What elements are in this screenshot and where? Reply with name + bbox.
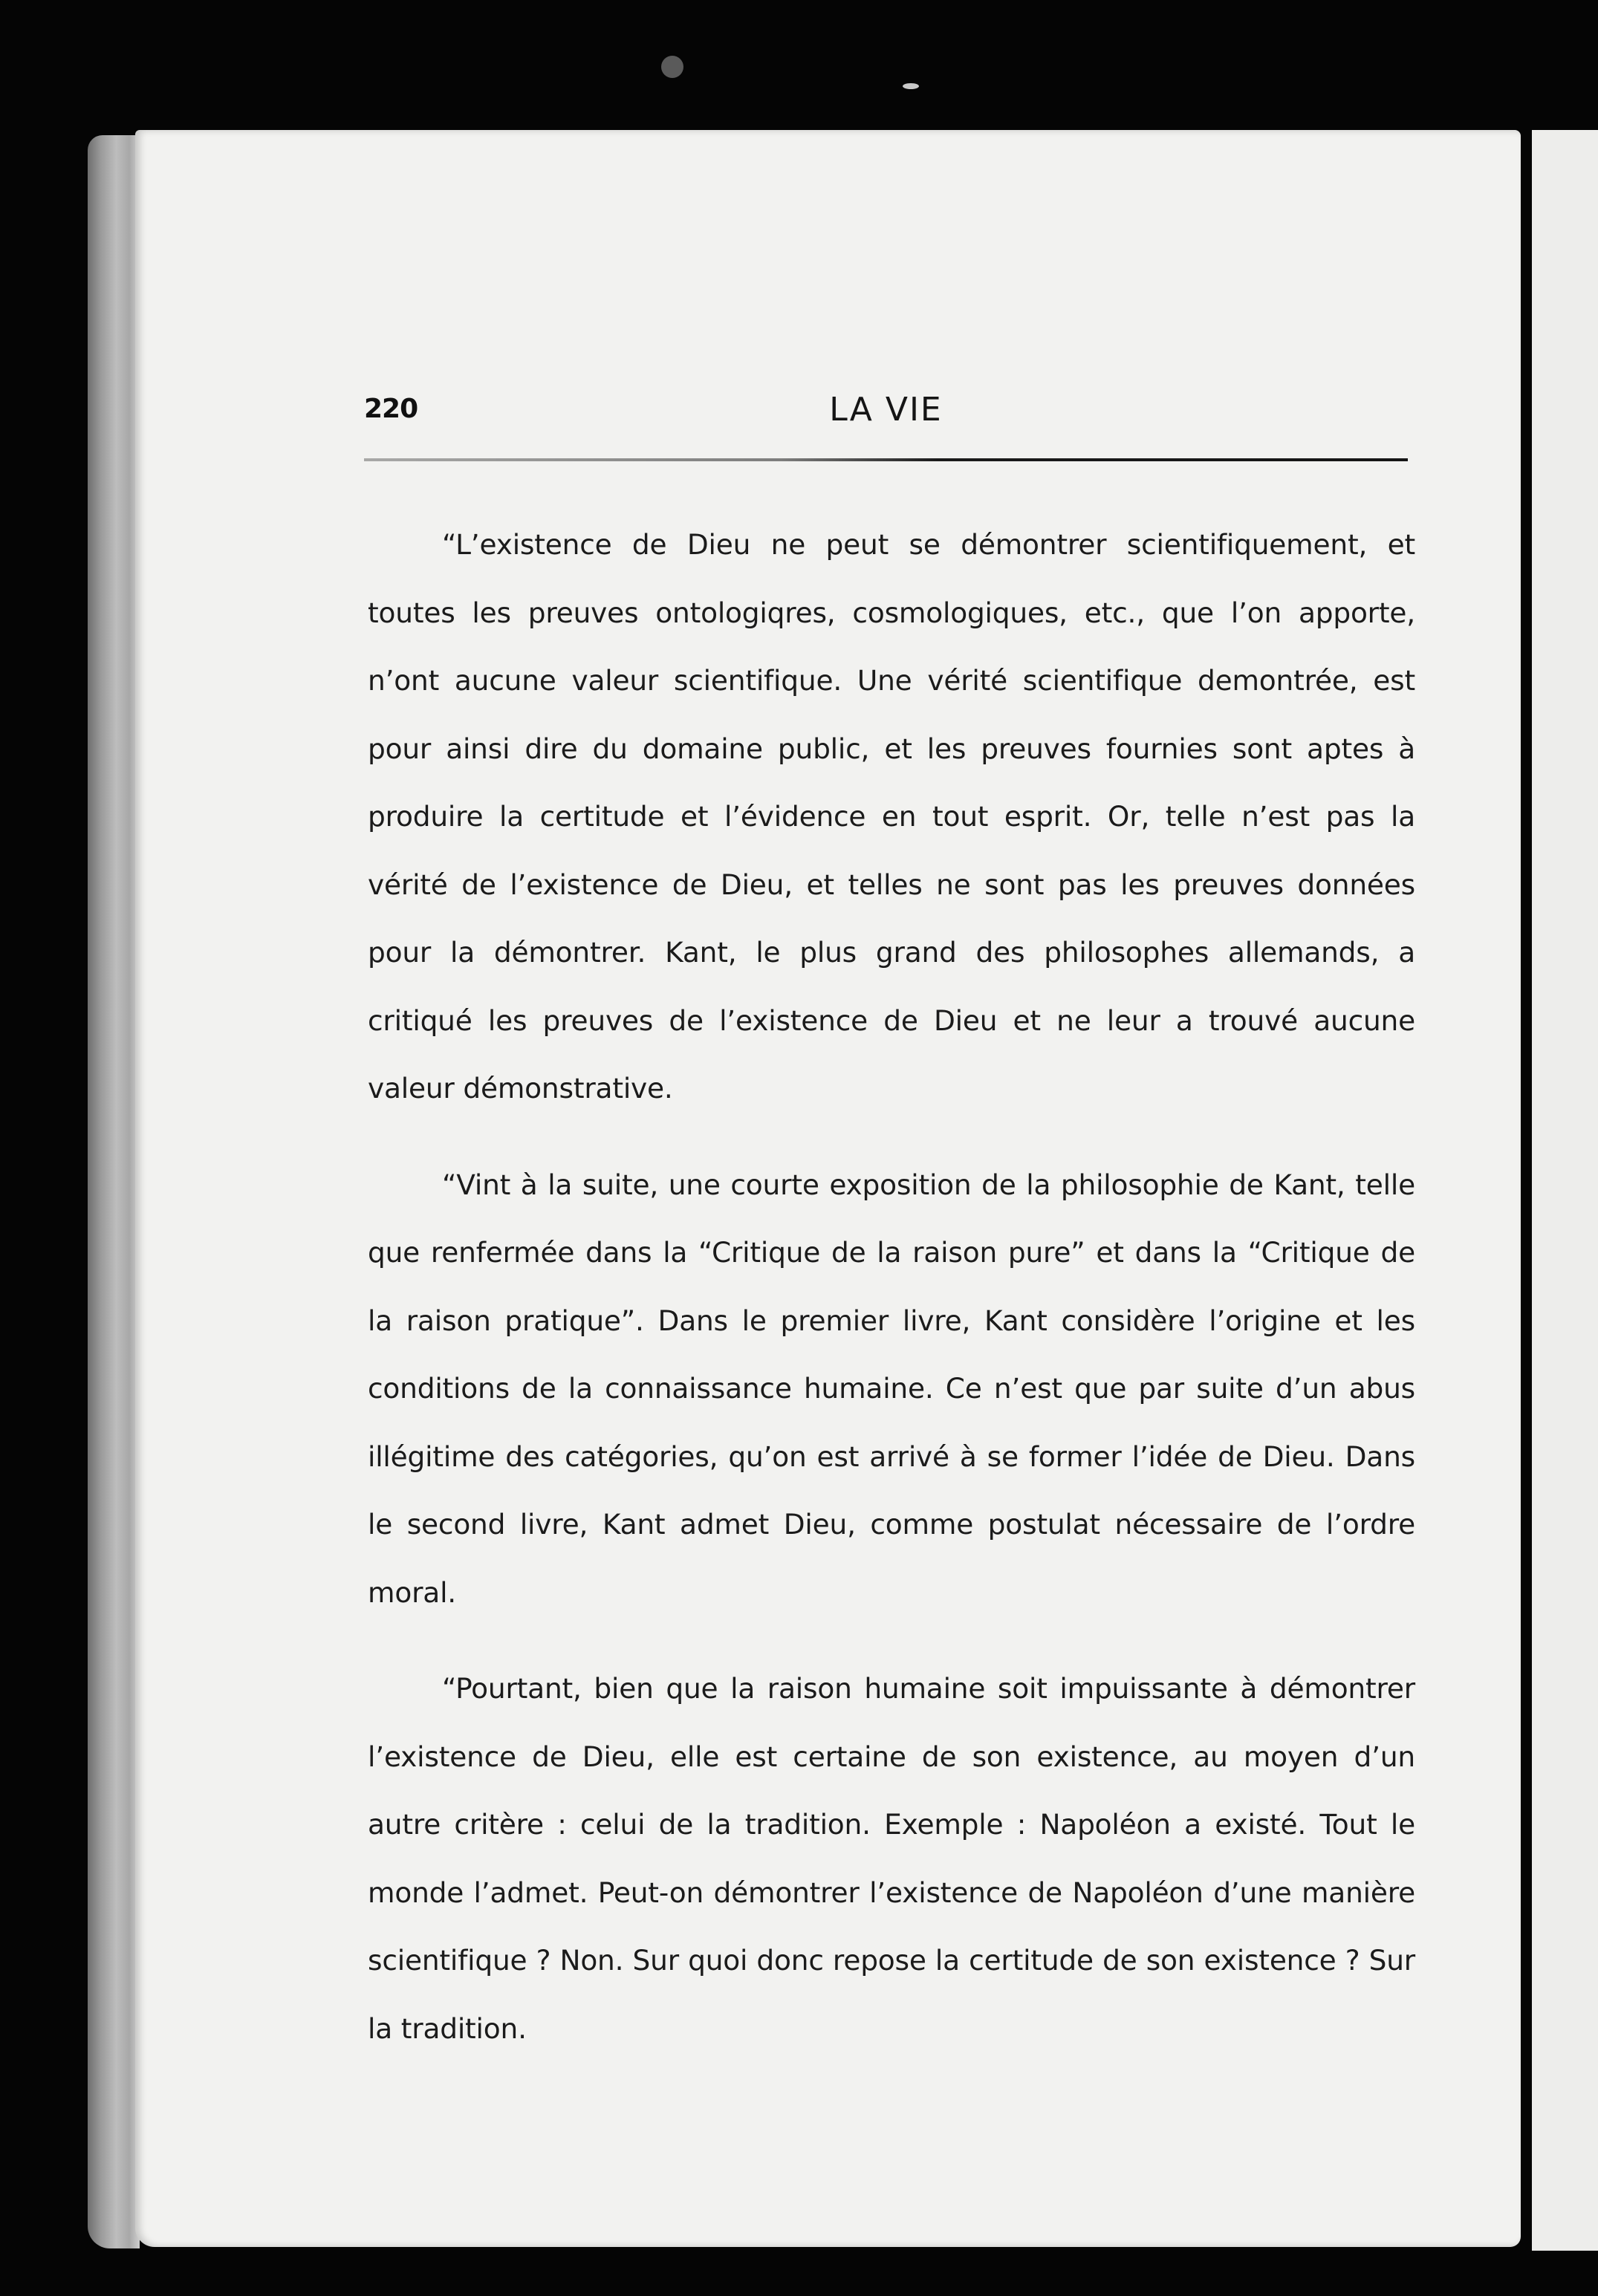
header-rule (364, 458, 1408, 461)
dust-speck (903, 83, 919, 89)
body-text (368, 511, 1415, 2091)
paragraph: “L’existence de Dieu ne peut se démontrer scientifiquement, et toutes les preuves ontologiqres, cosmologiques, etc., que l’on apporte, n’ont aucune valeur scientifique. Une vérité scientifique demontrée, est pour ainsi dire du domaine public, et les preuves fournies sont aptes à produire la certitude et l’évidence en tout esprit. Or, telle n’est pas la vérité de l’existence de Dieu, et telles ne sont pas les preuves données pour la démontrer. Kant, le plus grand des philosophes allemands, a critiqué les preuves de l’existence de Dieu et ne leur a trouvé aucune valeur démonstrative. (368, 528, 1415, 1105)
page-binding-edge (88, 135, 140, 2248)
running-title: LA VIE (829, 391, 943, 429)
page-header (364, 391, 1408, 453)
facing-page-edge (1532, 130, 1598, 2251)
paragraph: “Pourtant, bien que la raison humaine soit impuissante à démontrer l’existence de Dieu, elle est certaine de son existence, au moyen d’un autre critère : celui de la tradition. Exemple : Napoléon a existé. Tout le monde l’admet. Peut-on démontrer l’existence de Napoléon d’une manière scientifique ? Non. Sur quoi donc repose la certitude de son existence ? Sur la tradition. (368, 1672, 1415, 2045)
page-number: 220 (364, 394, 418, 424)
paragraph: “Vint à la suite, une courte exposition de la philosophie de Kant, telle que renfermée dans la “Critique de la raison pure” et dans la “Critique de la raison pratique”. Dans le premier livre, Kant considère l’origine et les conditions de la connaissance humaine. Ce n’est que par suite d’un abus illégitime des catégories, qu’on est arrivé à se former l’idée de Dieu. Dans le second livre, Kant admet Dieu, comme postulat nécessaire de l’ordre moral. (368, 1168, 1415, 1609)
dust-speck (661, 56, 683, 78)
